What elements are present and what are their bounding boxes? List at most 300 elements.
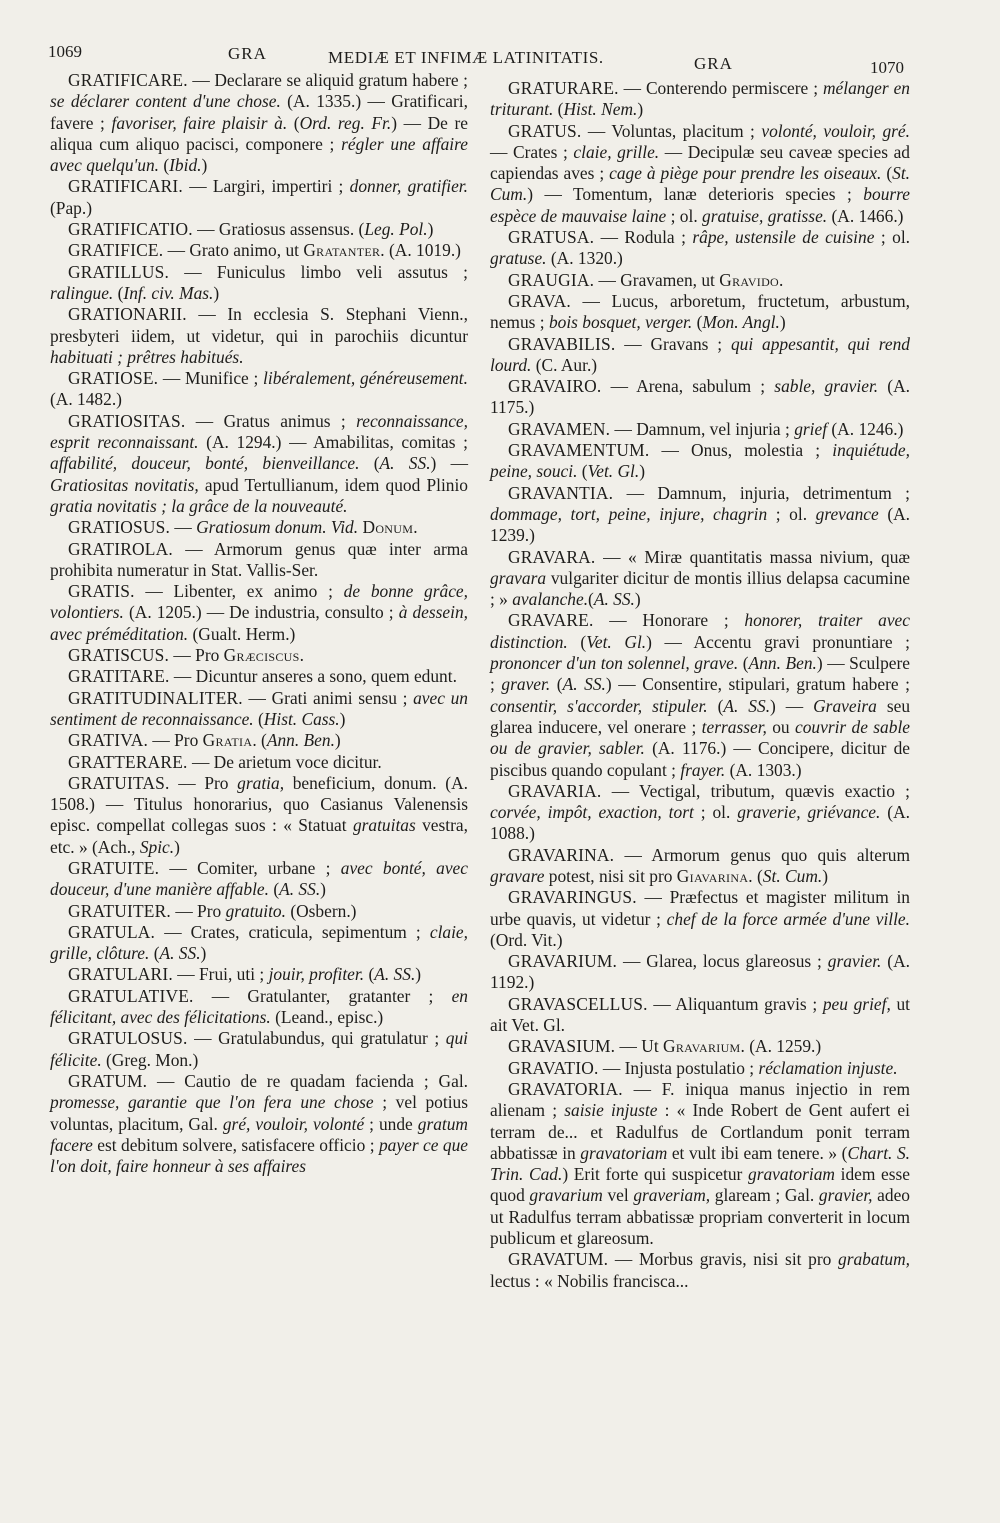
entry-text: potest, nisi sit pro xyxy=(544,865,677,886)
french-gloss: claie, grille. xyxy=(573,141,660,162)
entry-text: ( xyxy=(113,282,124,303)
entry-text: (C. Aur.) xyxy=(531,354,598,375)
entry-text: ; ol. xyxy=(693,802,738,823)
entry-text: . xyxy=(413,517,418,538)
french-gloss: sable, gravier. xyxy=(774,376,879,397)
entry-headword: GRATIONARII. xyxy=(68,304,187,325)
dictionary-entry xyxy=(490,547,910,611)
french-gloss: gratia, xyxy=(237,772,285,793)
french-gloss: terrasser, xyxy=(701,716,767,737)
entry-headword: GRAVATORIA. xyxy=(508,1078,623,1099)
french-gloss: Hist. Nem. xyxy=(563,99,638,120)
dictionary-entry xyxy=(50,922,468,965)
entry-text: (Leand., episc.) xyxy=(270,1007,384,1028)
entry-headword: GRAVASIUM. xyxy=(508,1036,616,1057)
entry-text: . (A. 1019.) xyxy=(380,240,461,261)
entry-headword: GRATISCUS. xyxy=(68,645,170,666)
entry-text: ( xyxy=(738,653,749,674)
french-gloss: gratum facere xyxy=(50,1113,468,1155)
cross-reference: Donum xyxy=(362,517,414,538)
entry-text: ) xyxy=(639,461,646,482)
entry-headword: GRATURARE. xyxy=(508,78,619,98)
entry-headword: GRATIFICATIO. xyxy=(68,219,193,240)
entry-text: (Gualt. Herm.) xyxy=(188,623,296,644)
entry-text: ) xyxy=(822,865,829,886)
entry-text: — Honorare ; xyxy=(593,610,745,631)
entry-headword: GRAVABILIS. xyxy=(508,333,616,354)
french-gloss: graver. xyxy=(501,674,551,695)
dictionary-entry xyxy=(490,376,910,419)
cross-reference: Gravarium xyxy=(663,1036,741,1057)
french-gloss: reconnaissance, esprit reconnaissant. xyxy=(50,410,468,453)
french-gloss: habituati ; prêtres habitués. xyxy=(50,346,244,367)
entry-text: — Voluntas, placitum ; xyxy=(581,120,762,141)
entry-headword: GRAVARIUM. xyxy=(508,951,618,972)
entry-text: ) xyxy=(634,589,641,610)
entry-text: est debitum solvere, satisfacere officio ; xyxy=(92,1134,379,1155)
dictionary-entry xyxy=(50,240,468,261)
entry-text: — Gravamen, ut xyxy=(594,269,720,290)
dictionary-entry xyxy=(490,1036,910,1057)
entry-headword: GRAVANTIA. xyxy=(508,482,614,503)
dictionary-entry xyxy=(50,666,468,687)
entry-text: ) xyxy=(334,730,341,751)
french-gloss: payer ce que l'on doit, faire honneur à ses affaires xyxy=(50,1134,468,1177)
french-gloss: gratia novitatis ; la grâce de la nouveauté. xyxy=(50,495,348,516)
entry-text: — Morbus gravis, nisi sit pro xyxy=(608,1249,839,1270)
french-gloss: gratuito. xyxy=(225,900,286,921)
entry-headword: GRATIOSUS. xyxy=(68,517,171,538)
entry-text: ( xyxy=(550,674,563,695)
french-gloss: qui appesantit, qui rend lourd. xyxy=(490,333,910,375)
entry-text: — Gratulabundus, qui gratulatur ; xyxy=(187,1028,446,1049)
french-gloss: Ibid. xyxy=(169,155,202,176)
entry-text: ) — xyxy=(430,453,469,474)
entry-text: (A. 1088.) xyxy=(490,802,910,844)
french-gloss: en félicitant, avec des félicitations. xyxy=(50,985,468,1028)
dictionary-entry xyxy=(50,411,468,517)
french-gloss: gravatoriam xyxy=(580,1142,668,1163)
french-gloss: A. SS. xyxy=(159,943,201,964)
entry-headword: GRATIOSE. xyxy=(68,368,159,389)
entry-text: ( xyxy=(149,943,160,964)
french-gloss: Spic. xyxy=(139,836,175,857)
entry-text: — Damnum, injuria, detrimentum ; xyxy=(613,482,910,503)
french-gloss: libéralement, généreusement. xyxy=(263,368,468,389)
entry-text: ) xyxy=(320,879,326,900)
entry-text: glaream ; Gal. xyxy=(710,1185,819,1206)
cross-reference: Giavarina xyxy=(676,865,749,886)
french-gloss: dommage, tort, peine, injure, chagrin xyxy=(490,503,768,524)
entry-text: — Pro xyxy=(169,772,238,793)
entry-text: (A. 1192.) xyxy=(490,951,910,993)
french-gloss: de bonne grâce, volontiers. xyxy=(50,581,468,623)
entry-text: — Libenter, ex animo ; xyxy=(134,581,344,602)
entry-headword: GRAVAIRO. xyxy=(508,376,602,397)
french-gloss: gratuise, gratisse. xyxy=(702,205,828,226)
french-gloss: gratuitas xyxy=(352,815,416,836)
french-gloss: affabilité, douceur, bonté, bienveillance. xyxy=(50,453,360,474)
entry-text: ) xyxy=(427,219,434,240)
french-gloss: St. Cum. xyxy=(762,865,823,886)
entry-text: idem esse quod xyxy=(490,1164,910,1206)
dictionary-entry xyxy=(50,70,468,176)
french-gloss: réclamation injuste. xyxy=(758,1057,898,1078)
french-gloss: Hist. Cass. xyxy=(263,708,340,729)
entry-headword: GRATITUDINALITER. xyxy=(68,687,243,708)
french-gloss: claie, grille, clôture. xyxy=(50,921,468,964)
entry-text: (A. 1294.) — Amabilitas, comitas ; xyxy=(198,432,468,453)
french-gloss: qui félicite. xyxy=(50,1028,468,1070)
french-gloss: Inf. civ. Mas. xyxy=(123,282,214,303)
entry-text: vestra, etc. » (Ach., xyxy=(50,815,468,857)
entry-text: — De arietum voce dicitur. xyxy=(187,751,382,772)
french-gloss: graveriam, xyxy=(633,1185,711,1206)
french-gloss: cage à piège pour prendre les oiseaux. xyxy=(609,163,882,184)
french-gloss: grief xyxy=(794,418,828,439)
entry-text: . (A. 1259.) xyxy=(740,1036,822,1057)
entry-text: (A. 1466.) xyxy=(827,205,904,226)
right-column xyxy=(490,78,910,1292)
french-gloss: grabatum, xyxy=(838,1249,910,1270)
dictionary-entry xyxy=(50,1071,468,1177)
entry-headword: GRATUITE. xyxy=(68,857,160,878)
entry-headword: GRATIOSITAS. xyxy=(68,410,186,431)
entry-text: ( xyxy=(881,163,893,184)
dictionary-entry xyxy=(50,858,468,901)
french-gloss: avalanche. xyxy=(512,589,589,610)
entry-text: — Præfectus et magister militum in urbe quavis, ut videtur ; xyxy=(490,887,910,929)
entry-text: (A. 1246.) xyxy=(827,418,904,439)
entry-text: beneficium, donum. (A. 1508.) — Titulus honorarius, quo Casianus Valenensis episc. compellat collegas suos : « Statuat xyxy=(50,772,469,836)
french-gloss: Ann. Ben. xyxy=(748,653,817,674)
french-gloss: St. Cum. xyxy=(490,163,910,205)
entry-headword: GRATULOSUS. xyxy=(68,1028,188,1049)
entry-text: — Lucus, arboretum, fructetum, arbustum, nemus ; xyxy=(490,290,910,333)
dictionary-entry xyxy=(490,270,910,291)
entry-headword: GRATIFICARE. xyxy=(68,70,188,90)
entry-text: — xyxy=(170,517,197,538)
dictionary-entry xyxy=(490,483,910,547)
entry-text: — Gratiosus assensus. ( xyxy=(192,219,365,240)
dictionary-entry xyxy=(50,730,468,751)
french-gloss: régler une affaire avec quelqu'un. xyxy=(50,133,468,176)
dictionary-entry xyxy=(490,227,910,270)
entry-text: ; ol. xyxy=(767,503,816,524)
right-page-number: 1070 xyxy=(870,58,904,77)
french-gloss: gré, vouloir, volonté xyxy=(222,1113,365,1134)
entry-text: ) — Consentire, stipulari, gratum habere ; xyxy=(605,674,911,695)
dictionary-entry xyxy=(490,610,910,780)
right-header-word: GRA xyxy=(694,54,733,73)
french-gloss: avec un sentiment de reconnaissance. xyxy=(50,687,469,729)
entry-text: ) — Accentu gravi pronuntiare ; xyxy=(646,631,911,652)
entry-text: (A. 1482.) xyxy=(50,389,122,410)
left-column xyxy=(50,70,468,1177)
cross-reference: Gratanter xyxy=(303,240,381,261)
french-gloss: promesse, garantie que l'on fera une chose xyxy=(50,1092,374,1113)
french-gloss: mélanger en triturant. xyxy=(490,78,910,120)
entry-text: ( xyxy=(253,708,264,729)
entry-text: — Crates, craticula, sepimentum ; xyxy=(155,921,430,942)
french-gloss: prononcer d'un ton solennel, grave. xyxy=(490,653,739,674)
french-gloss: jouir, profiter. xyxy=(268,964,365,985)
french-gloss: consentir, s'accorder, stipuler. xyxy=(490,695,708,716)
entry-text: ( xyxy=(364,964,375,985)
entry-headword: GRATUITER. xyxy=(68,900,171,921)
dictionary-entry xyxy=(490,419,910,440)
entry-headword: GRATUITAS. xyxy=(68,772,170,793)
french-gloss: favoriser, faire plaisir à. xyxy=(111,112,288,133)
dictionary-entry xyxy=(50,964,468,985)
entry-text: — Cautio de re quadam facienda ; Gal. xyxy=(147,1070,468,1091)
french-gloss: ralingue. xyxy=(50,282,114,303)
entry-text: ( xyxy=(553,99,564,120)
french-gloss: A. SS. xyxy=(374,964,416,985)
entry-text: vulgariter dicitur de montis illius delapsa cacumine ; » xyxy=(490,567,910,610)
entry-text: ) xyxy=(213,282,220,303)
entry-headword: GRATUM. xyxy=(68,1070,148,1091)
entry-text: (Osbern.) xyxy=(285,900,357,921)
entry-headword: GRAVAMENTUM. xyxy=(508,440,650,461)
french-gloss: Leg. Pol. xyxy=(364,219,428,240)
entry-text: ) xyxy=(779,312,786,333)
entry-headword: GRAVARA. xyxy=(508,546,596,567)
entry-text: ( xyxy=(268,879,280,900)
left-page-number: 1069 xyxy=(48,42,82,61)
entry-text: ( xyxy=(287,112,300,133)
entry-text: seu glarea inducere, vel onerare ; xyxy=(490,695,911,737)
entry-text: . ( xyxy=(748,865,763,886)
entry-text: — Onus, molestia ; xyxy=(649,440,833,461)
dictionary-entry xyxy=(50,581,468,645)
french-gloss: inquiétude, peine, souci. xyxy=(490,440,910,482)
entry-text: — Gratus animus ; xyxy=(185,410,357,431)
french-gloss: râpe, ustensile de cuisine xyxy=(692,227,875,248)
entry-text: ( xyxy=(692,312,703,333)
french-gloss: Gratiosum donum. Vid. xyxy=(196,517,359,538)
entry-headword: GRAVARINGUS. xyxy=(508,887,637,908)
french-gloss: Ord. reg. Fr. xyxy=(299,112,392,133)
cross-reference: Gratia xyxy=(202,730,253,751)
french-gloss: honorer, traiter avec distinction. xyxy=(490,610,910,652)
entry-text: — Pro xyxy=(170,900,226,921)
entry-text: (A. 1176.) — Concipere, dicitur de piscibus quando copulant ; xyxy=(490,738,911,780)
entry-headword: GRATILLUS. xyxy=(68,261,170,282)
left-header-word: GRA xyxy=(228,44,267,63)
french-gloss: bourre espèce de mauvaise laine xyxy=(490,184,910,226)
french-gloss: se déclarer content d'une chose. xyxy=(50,91,281,112)
entry-text: ou xyxy=(766,716,795,737)
entry-text: — Ut xyxy=(615,1036,664,1057)
entry-text: ; vel potius voluntas, placitum, Gal. xyxy=(50,1092,469,1134)
entry-text: ) xyxy=(200,943,207,964)
entry-text: — Comiter, urbane ; xyxy=(159,857,341,878)
entry-text: — Aliquantum gravis ; xyxy=(647,993,823,1014)
entry-text: ) xyxy=(339,708,346,729)
entry-text: et vult ibi eam tenere. » ( xyxy=(667,1142,848,1163)
entry-text: (Greg. Mon.) xyxy=(101,1049,199,1070)
dictionary-entry xyxy=(490,1249,910,1292)
entry-text: — Pro xyxy=(148,730,203,751)
cross-reference: Græciscus xyxy=(223,645,300,666)
entry-text: adeo ut Radulfus terram abbatissæ propriam converterit in locum publicum et glareosum. xyxy=(490,1185,910,1249)
french-gloss: à dessein, avec préméditation. xyxy=(50,602,468,644)
entry-text: (Pap.) xyxy=(50,197,93,218)
entry-text: ) — Sculpere ; xyxy=(490,653,911,695)
dictionary-entry xyxy=(50,688,468,731)
entry-text: — Frui, uti ; xyxy=(172,964,269,985)
entry-text: — Gratulanter, gratanter ; xyxy=(193,985,452,1006)
entry-text: ) — Tomentum, lanæ deterioris species ; xyxy=(527,184,864,205)
entry-text: ) xyxy=(201,155,208,176)
entry-text: ( xyxy=(159,155,170,176)
entry-text: — Gravans ; xyxy=(615,333,731,354)
entry-text: lectus : « Nobilis francisca... xyxy=(490,1270,689,1291)
french-gloss: peu grief, xyxy=(822,993,891,1014)
french-gloss: gravier. xyxy=(827,951,882,972)
entry-text: ) xyxy=(415,964,422,985)
entry-headword: GRATUS. xyxy=(508,120,582,141)
entry-headword: GRATIFICE. xyxy=(68,240,164,261)
entry-text: ( xyxy=(359,453,380,474)
dictionary-entry xyxy=(50,986,468,1029)
entry-text: — Armorum genus quæ inter arma prohibita numeratur in Stat. Vallis-Ser. xyxy=(50,538,468,580)
entry-text: — F. iniqua manus injectio in rem alienam ; xyxy=(490,1078,910,1121)
entry-text: ( xyxy=(577,461,588,482)
french-gloss: A. SS. xyxy=(279,879,321,900)
dictionary-entry xyxy=(50,219,468,240)
french-gloss: gratuse. xyxy=(490,248,547,269)
entry-text: — Declarare se aliquid gratum habere ; xyxy=(187,70,468,90)
dictionary-entry xyxy=(490,994,910,1037)
french-gloss: saisie injuste xyxy=(564,1100,658,1121)
entry-text: — Funiculus limbo veli assutus ; xyxy=(169,261,468,282)
entry-headword: GRATIS. xyxy=(68,581,135,602)
entry-text: ) xyxy=(637,99,644,120)
entry-headword: GRAUGIA. xyxy=(508,269,595,290)
dictionary-entry xyxy=(490,951,910,994)
entry-text: . ( xyxy=(252,730,267,751)
dictionary-entry xyxy=(490,121,910,227)
dictionary-entry xyxy=(50,517,468,538)
french-gloss: A. SS. xyxy=(379,453,431,474)
entry-headword: GRAVARE. xyxy=(508,610,594,631)
entry-text: — « Miræ quantitatis massa nivium, quæ xyxy=(595,546,910,567)
entry-text: . xyxy=(299,645,304,666)
entry-text: (A. 1320.) xyxy=(546,248,623,269)
french-gloss: Ann. Ben. xyxy=(266,730,335,751)
entry-text: — Arena, sabulum ; xyxy=(601,376,775,397)
entry-text: (A. 1205.) — De industria, consulto ; xyxy=(123,602,399,623)
entry-text: ( xyxy=(707,695,724,716)
entry-headword: GRAVASCELLUS. xyxy=(508,993,648,1014)
entry-text: — Damnum, vel injuria ; xyxy=(610,418,795,439)
running-title: MEDIÆ ET INFIMÆ LATINITATIS. xyxy=(328,48,604,67)
entry-text: (A. 1239.) xyxy=(490,503,911,546)
entry-text: — Largiri, impertiri ; xyxy=(182,176,350,197)
entry-text: : « Inde Robert de Gent aufert ei terram de... et Radulfus de Cortlandum ponit terram abbatissæ in xyxy=(490,1100,910,1163)
dictionary-entry xyxy=(490,781,910,845)
dictionary-entry xyxy=(50,262,468,305)
dictionary-entry xyxy=(50,752,468,773)
dictionary-entry xyxy=(490,334,910,377)
entry-headword: GRATULA. xyxy=(68,921,156,942)
french-gloss: gravatoriam xyxy=(748,1164,835,1185)
french-gloss: gravier, xyxy=(818,1185,873,1206)
entry-text: ) — De re aliqua cum aliquo pacisci, componere ; xyxy=(50,112,469,154)
entry-text: (A. 1303.) xyxy=(725,759,802,780)
french-gloss: donner, gratifier. xyxy=(349,176,468,197)
entry-headword: GRAVARIA. xyxy=(508,780,602,801)
french-gloss: Gratiositas novitatis, xyxy=(50,474,199,495)
entry-headword: GRATIFICARI. xyxy=(68,176,183,197)
entry-text: — Rodula ; xyxy=(594,227,693,248)
cross-reference: Gravido xyxy=(719,269,780,290)
french-gloss: couvrir de sable ou de gravier, sabler. xyxy=(490,716,911,759)
entry-text: . xyxy=(779,269,784,290)
dictionary-entry xyxy=(50,368,468,411)
french-gloss: frayer. xyxy=(680,759,726,780)
entry-headword: GRAVAMEN. xyxy=(508,418,611,439)
dictionary-entry xyxy=(50,539,468,582)
entry-text: — Dicuntur anseres a sono, quem edunt. xyxy=(169,666,457,687)
french-gloss: grevance xyxy=(815,503,879,524)
french-gloss: corvée, impôt, exaction, tort xyxy=(490,802,694,823)
french-gloss: A. SS. xyxy=(562,674,606,695)
entry-headword: GRATTERARE. xyxy=(68,751,188,772)
entry-text: (A. 1175.) xyxy=(490,376,911,418)
dictionary-entry xyxy=(50,304,468,368)
dictionary-entry xyxy=(490,440,910,483)
french-gloss: A. SS. xyxy=(593,589,635,610)
entry-text: — Decipulæ seu caveæ species ad capiendas aves ; xyxy=(490,141,910,184)
entry-text: vel xyxy=(602,1185,634,1206)
entry-text: — Pro xyxy=(169,645,224,666)
entry-headword: GRATITARE. xyxy=(68,666,170,687)
entry-text: ) — xyxy=(770,695,814,716)
entry-text: — Glarea, locus glareosus ; xyxy=(617,951,828,972)
entry-text: ; ol. xyxy=(666,205,703,226)
dictionary-entry xyxy=(490,78,910,121)
entry-text: — Vectigal, tributum, quævis exactio ; xyxy=(601,780,910,801)
entry-headword: GRATIVA. xyxy=(68,730,149,751)
french-gloss: gravare xyxy=(490,865,545,886)
entry-text: ; ol. xyxy=(874,227,910,248)
entry-headword: GRAVATIO. xyxy=(508,1057,599,1078)
dictionary-entry xyxy=(490,845,910,888)
dictionary-entry xyxy=(490,1058,910,1079)
dictionary-entry xyxy=(50,773,468,858)
french-gloss: Mon. Angl. xyxy=(702,312,780,333)
french-gloss: bois bosquet, verger. xyxy=(548,312,693,333)
french-gloss: Vet. Gl. xyxy=(587,461,640,482)
entry-text: — Grato animo, ut xyxy=(163,240,304,261)
entry-headword: GRATUSA. xyxy=(508,227,595,248)
entry-text: — Crates ; xyxy=(490,141,574,162)
french-gloss: gravarium xyxy=(529,1185,603,1206)
entry-text: — Armorum genus quo quis alterum xyxy=(614,844,910,865)
french-gloss: graverie, griévance. xyxy=(737,802,881,823)
entry-headword: GRAVARINA. xyxy=(508,844,615,865)
entry-text: ) xyxy=(174,836,180,857)
entry-text: ; unde xyxy=(364,1113,418,1134)
entry-headword: GRAVA. xyxy=(508,290,571,311)
french-gloss: Graveira xyxy=(813,695,877,716)
french-gloss: avec bonté, avec douceur, d'une manière affable. xyxy=(50,857,468,900)
entry-text: (Ord. Vit.) xyxy=(490,929,563,950)
entry-text: ut ait Vet. Gl. xyxy=(490,993,910,1036)
